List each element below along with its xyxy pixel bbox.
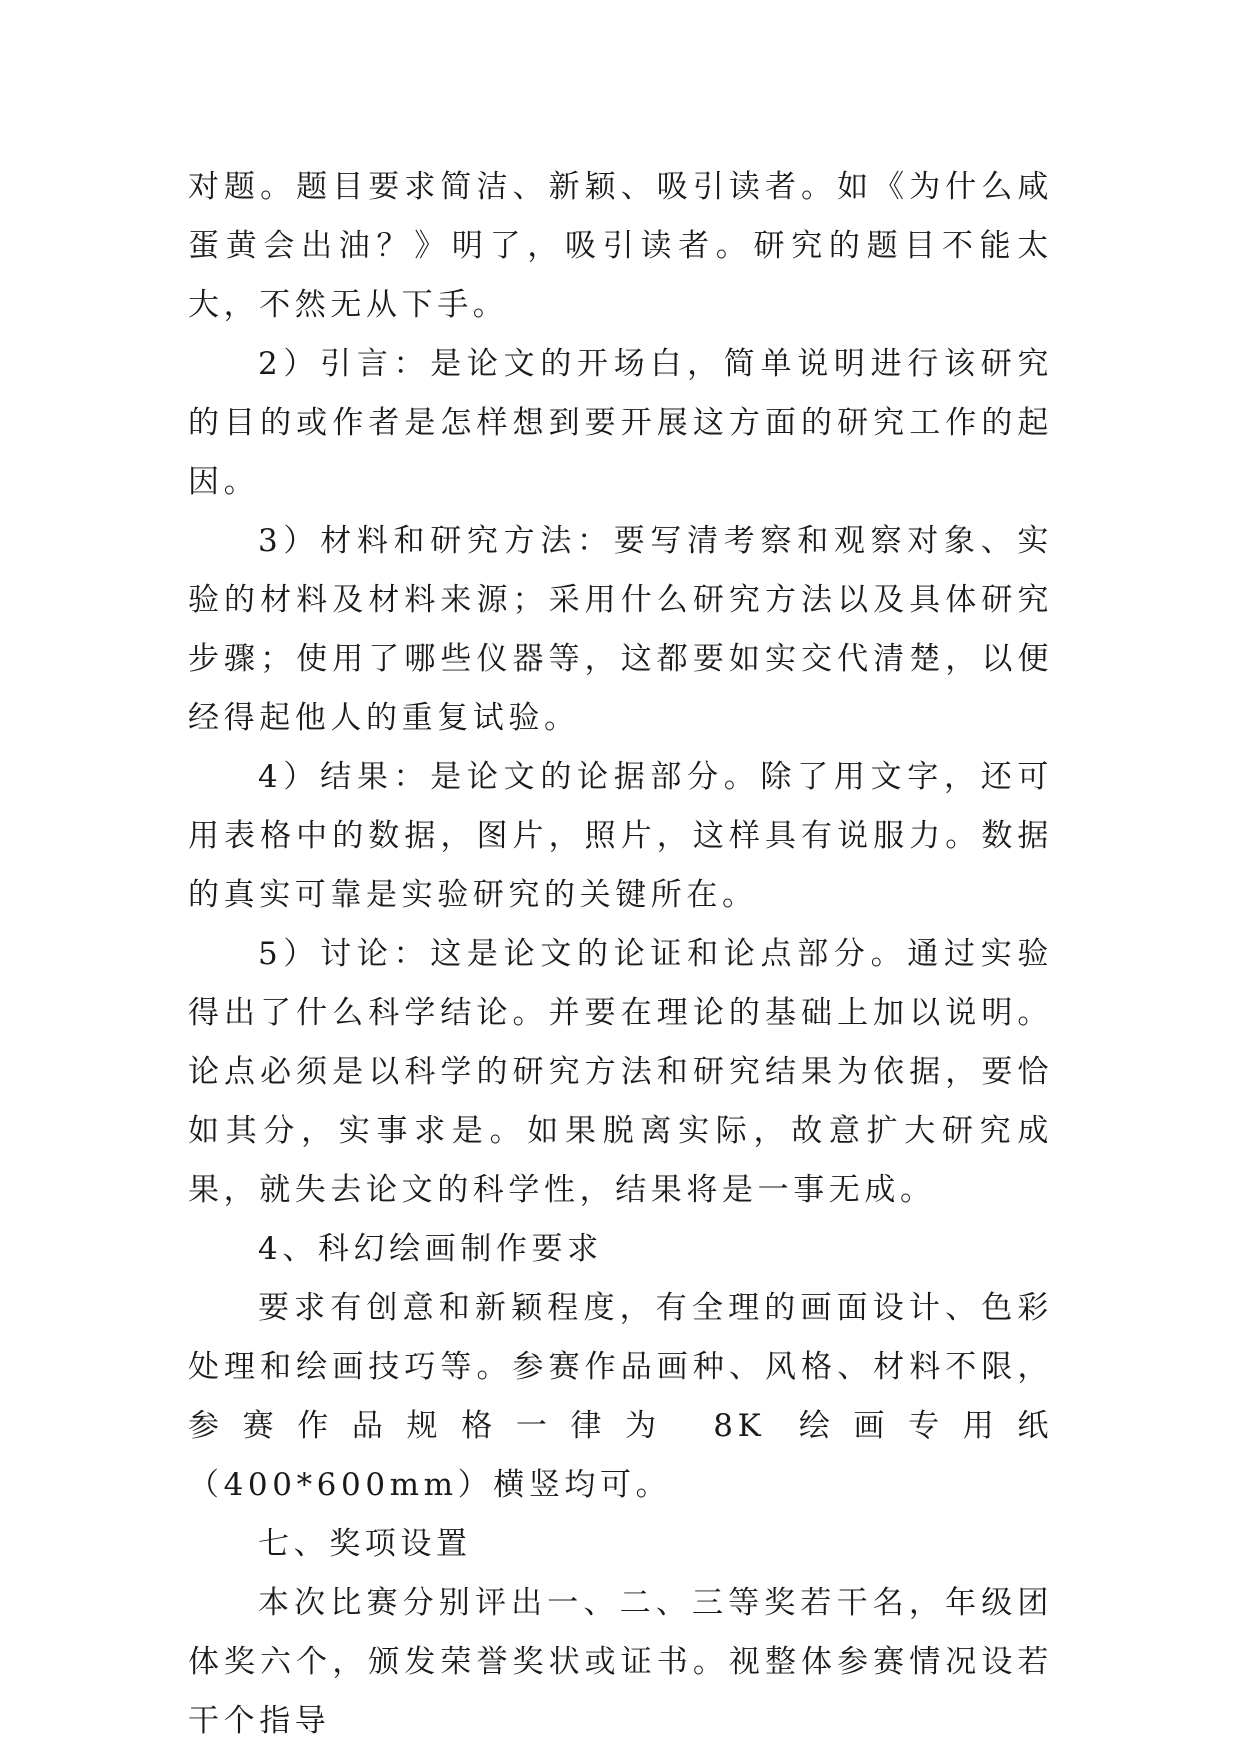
paragraph-title-requirements: 对题。题目要求简洁、新颖、吸引读者。如《为什么咸蛋黄会出油？》明了，吸引读者。研究的题目不能太大，不然无从下手。	[188, 169, 1053, 323]
paragraph-painting-requirements: 要求有创意和新颖程度，有全理的画面设计、色彩处理和绘画技巧等。参赛作品画种、风格、材料不限，参赛作品规格一律为 8K 绘画专用纸（400*600mm）横竖均可。	[188, 1290, 1053, 1503]
section-heading-painting-requirements: 4、科幻绘画制作要求	[258, 1231, 603, 1267]
section-heading-awards: 七、奖项设置	[258, 1526, 472, 1562]
paragraph-materials-methods: 3）材料和研究方法：要写清考察和观察对象、实验的材料及材料来源；采用什么研究方法以及具体研究步骤；使用了哪些仪器等，这都要如实交代清楚，以便经得起他人的重复试验。	[188, 523, 1053, 736]
paragraph-introduction: 2）引言：是论文的开场白，简单说明进行该研究的目的或作者是怎样想到要开展这方面的研究工作的起因。	[188, 346, 1053, 500]
paragraph-results: 4）结果：是论文的论据部分。除了用文字，还可用表格中的数据，图片，照片，这样具有说服力。数据的真实可靠是实验研究的关键所在。	[188, 759, 1053, 913]
document-body	[188, 158, 1053, 1751]
paragraph-discussion: 5）讨论：这是论文的论证和论点部分。通过实验得出了什么科学结论。并要在理论的基础上加以说明。论点必须是以科学的研究方法和研究结果为依据，要恰如其分，实事求是。如果脱离实际，故意扩大研究成果，就失去论文的科学性，结果将是一事无成。	[188, 936, 1053, 1208]
paragraph-awards: 本次比赛分别评出一、二、三等奖若干名，年级团体奖六个，颁发荣誉奖状或证书。视整体参赛情况设若干个指导	[188, 1585, 1053, 1739]
